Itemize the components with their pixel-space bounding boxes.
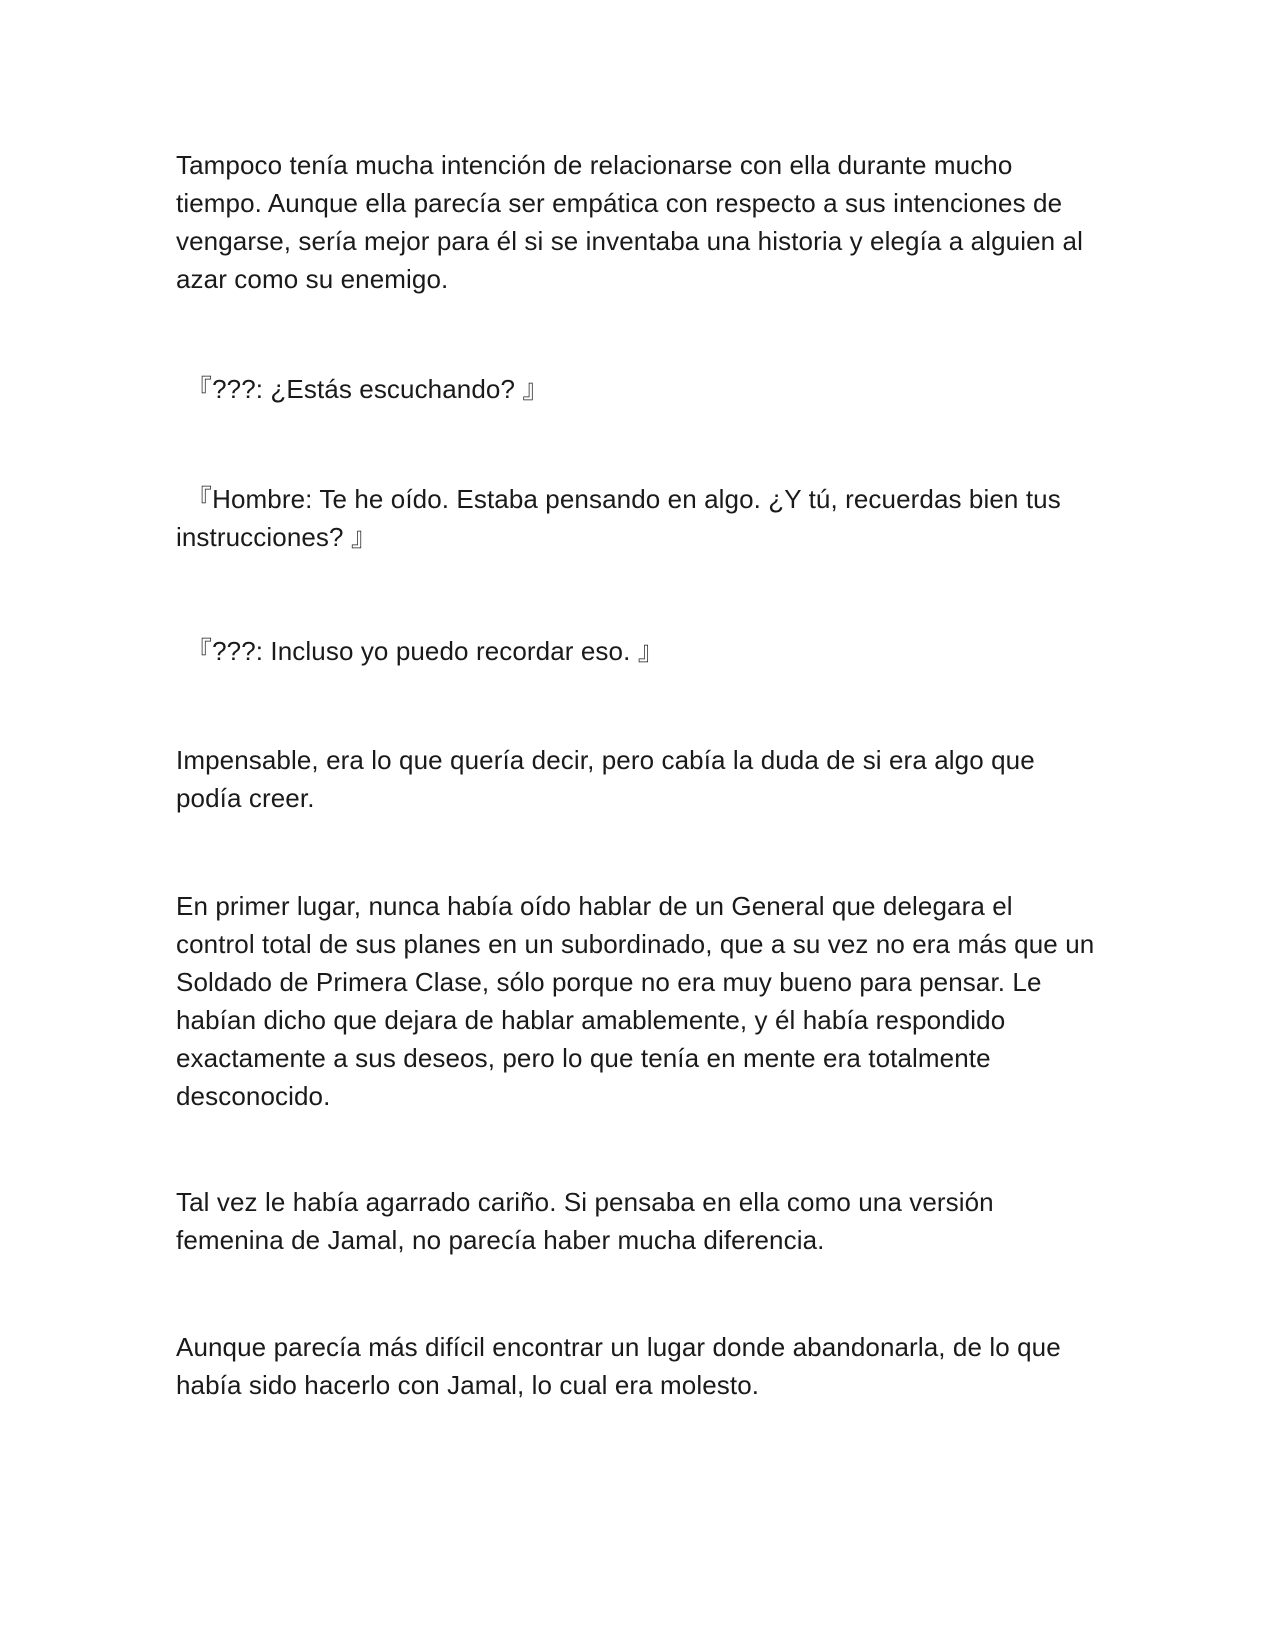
paragraph-3: En primer lugar, nunca había oído hablar de un General que delegara el control total de sus planes en un subordinado, que a su vez no era más que un Soldado de Primera Clase, sólo porque no era muy bueno para pensar. Le habían dicho que dejara de hablar amablemente, y él había respondido exactamente a sus deseos, pero lo que tenía en mente era totalmente desconocido. (176, 891, 1095, 1111)
dialogue-line-2: 『Hombre: Te he oído. Estaba pensando en algo. ¿Y tú, recuerdas bien tus instrucciones? 』 (176, 484, 1061, 552)
dialogue-line-1: 『???: ¿Estás escuchando? 』 (186, 374, 549, 404)
paragraph-4: Tal vez le había agarrado cariño. Si pensaba en ella como una versión femenina de Jamal, no parecía haber mucha diferencia. (176, 1187, 994, 1255)
paragraph-2: Impensable, era lo que quería decir, pero cabía la duda de si era algo que podía creer. (176, 745, 1035, 813)
paragraph-1: Tampoco tenía mucha intención de relacionarse con ella durante mucho tiempo. Aunque ella parecía ser empática con respecto a sus intenciones de vengarse, sería mejor para él si se inventaba una historia y elegía a alguien al azar como su enemigo. (176, 150, 1083, 294)
paragraph-5: Aunque parecía más difícil encontrar un lugar donde abandonarla, de lo que había sido hacerlo con Jamal, lo cual era molesto. (176, 1332, 1061, 1400)
dialogue-line-3: 『???: Incluso yo puedo recordar eso. 』 (186, 636, 664, 666)
